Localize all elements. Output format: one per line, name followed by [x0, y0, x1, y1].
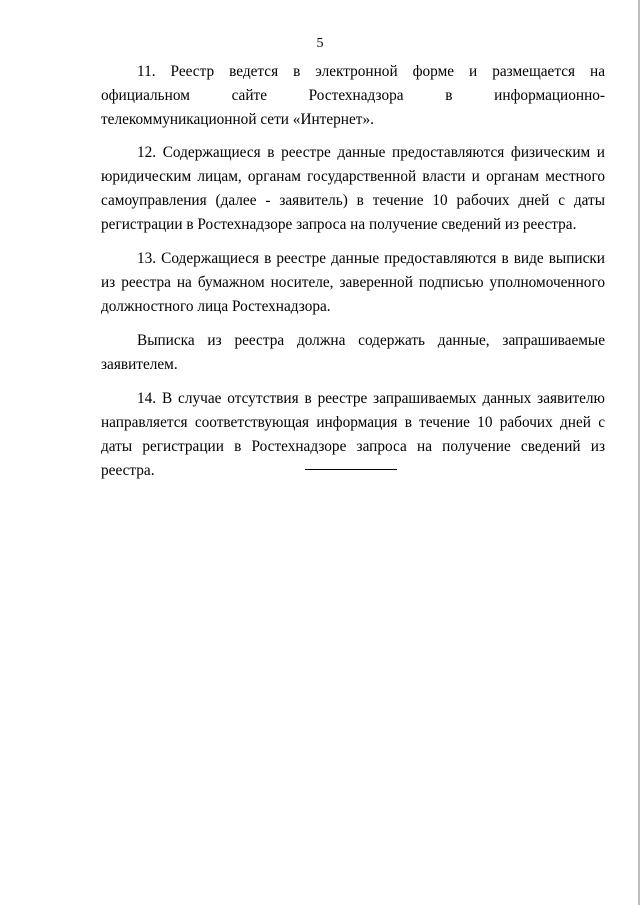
paragraph-13: 13. Содержащиеся в реестре данные предоставляются в виде выписки из реестра на бумажном носителе, заверенной подписью уполномоченного должностного лица Ростехнадзора. — [101, 250, 605, 315]
page-number: 5 — [316, 36, 324, 51]
paragraph-11: 11. Реестр ведется в электронной форме и размещается на официальном сайте Ростехнадзора в информационно-телекоммуникационной сети «Интернет». — [101, 63, 605, 128]
paragraph-12: 12. Содержащиеся в реестре данные предоставляются физическим и юридическим лицам, органам государственной власти и органам местного самоуправления (далее - заявитель) в течение 10 рабочих дней с даты регистрации в Ростехнадзоре запроса на получение сведений из реестра. — [101, 144, 605, 233]
end-of-document-rule — [305, 469, 397, 470]
paragraph-extract: Выписка из реестра должна содержать данные, запрашиваемые заявителем. — [101, 332, 605, 373]
paragraph-14: 14. В случае отсутствия в реестре запрашиваемых данных заявителю направляется соответствующая информация в течение 10 рабочих дней с даты регистрации в Ростехнадзоре запроса на получение сведений из реестра. — [101, 390, 605, 479]
document-body — [101, 60, 605, 483]
